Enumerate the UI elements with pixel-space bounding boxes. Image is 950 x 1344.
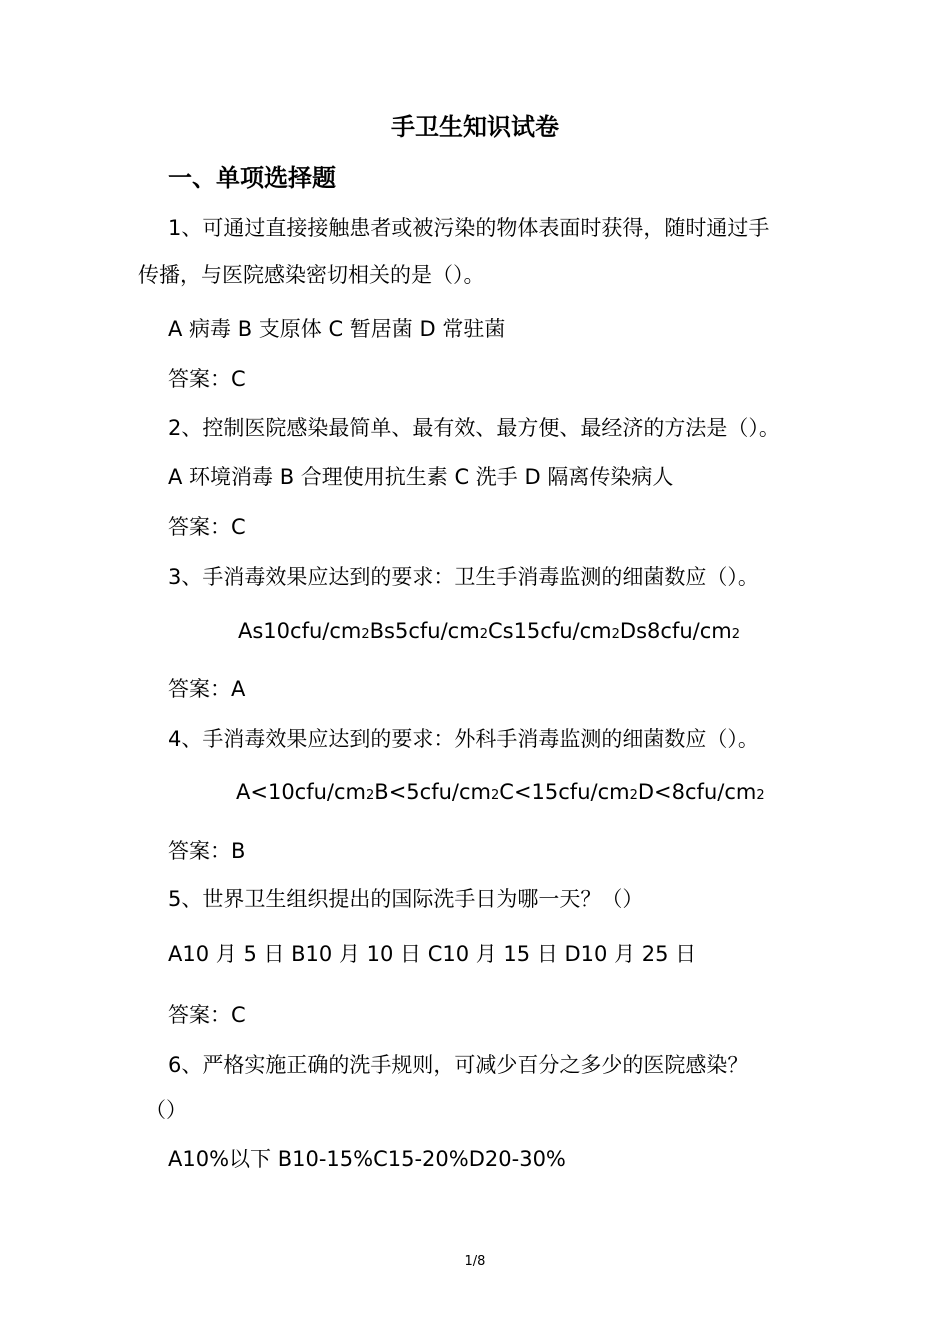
question-5-stem: 5、世界卫生组织提出的国际洗手日为哪一天？（） xyxy=(168,887,644,911)
option-b-superscript: 2 xyxy=(491,788,500,803)
option-b-text: Bs5cfu/cm xyxy=(369,619,480,643)
option-a-superscript: 2 xyxy=(366,788,375,803)
question-3-stem: 3、手消毒效果应达到的要求：卫生手消毒监测的细菌数应（）。 xyxy=(168,565,759,589)
option-c-superscript: 2 xyxy=(611,627,620,642)
option-a-text: A<10cfu/cm xyxy=(236,780,367,804)
question-6-options: A10%以下 B10-15%C15-20%D20-30% xyxy=(168,1147,566,1171)
page-number: 1/8 xyxy=(464,1254,486,1269)
question-4-answer: 答案：B xyxy=(168,839,246,863)
question-3-options xyxy=(238,618,740,648)
option-c-text: Cs15cfu/cm xyxy=(487,619,612,643)
question-1-stem-line1: 1、可通过直接接触患者或被污染的物体表面时获得，随时通过手 xyxy=(168,216,770,240)
question-2-answer: 答案：C xyxy=(168,515,246,539)
question-3-answer: 答案：A xyxy=(168,677,246,701)
option-c-superscript: 2 xyxy=(629,788,638,803)
option-d-superscript: 2 xyxy=(756,788,765,803)
option-d-text: D<8cfu/cm xyxy=(637,780,757,804)
question-5-options: A10 月 5 日 B10 月 10 日 C10 月 15 日 D10 月 25 日 xyxy=(168,942,697,966)
section-heading: 一、单项选择题 xyxy=(168,164,336,192)
option-b-superscript: 2 xyxy=(479,627,488,642)
question-6-stem-line1: 6、严格实施正确的洗手规则，可减少百分之多少的医院感染？ xyxy=(168,1053,749,1077)
question-1-answer: 答案：C xyxy=(168,367,246,391)
question-6-stem-line2: （） xyxy=(145,1098,187,1122)
question-1-stem-line2: 传播，与医院感染密切相关的是（）。 xyxy=(138,263,485,287)
question-4-options xyxy=(236,779,765,809)
option-a-superscript: 2 xyxy=(361,627,370,642)
question-1-options: A 病毒 B 支原体 C 暂居菌 D 常驻菌 xyxy=(168,317,506,341)
option-a-text: As10cfu/cm xyxy=(238,619,362,643)
option-c-text: C<15cfu/cm xyxy=(499,780,630,804)
option-d-superscript: 2 xyxy=(731,627,740,642)
question-5-answer: 答案：C xyxy=(168,1003,246,1027)
question-4-stem: 4、手消毒效果应达到的要求：外科手消毒监测的细菌数应（）。 xyxy=(168,727,759,751)
option-b-text: B<5cfu/cm xyxy=(374,780,491,804)
question-2-stem: 2、控制医院感染最简单、最有效、最方便、最经济的方法是（）。 xyxy=(168,416,780,440)
question-2-options: A 环境消毒 B 合理使用抗生素 C 洗手 D 隔离传染病人 xyxy=(168,465,674,489)
document-title: 手卫生知识试卷 xyxy=(391,113,559,141)
option-d-text: Ds8cfu/cm xyxy=(619,619,732,643)
